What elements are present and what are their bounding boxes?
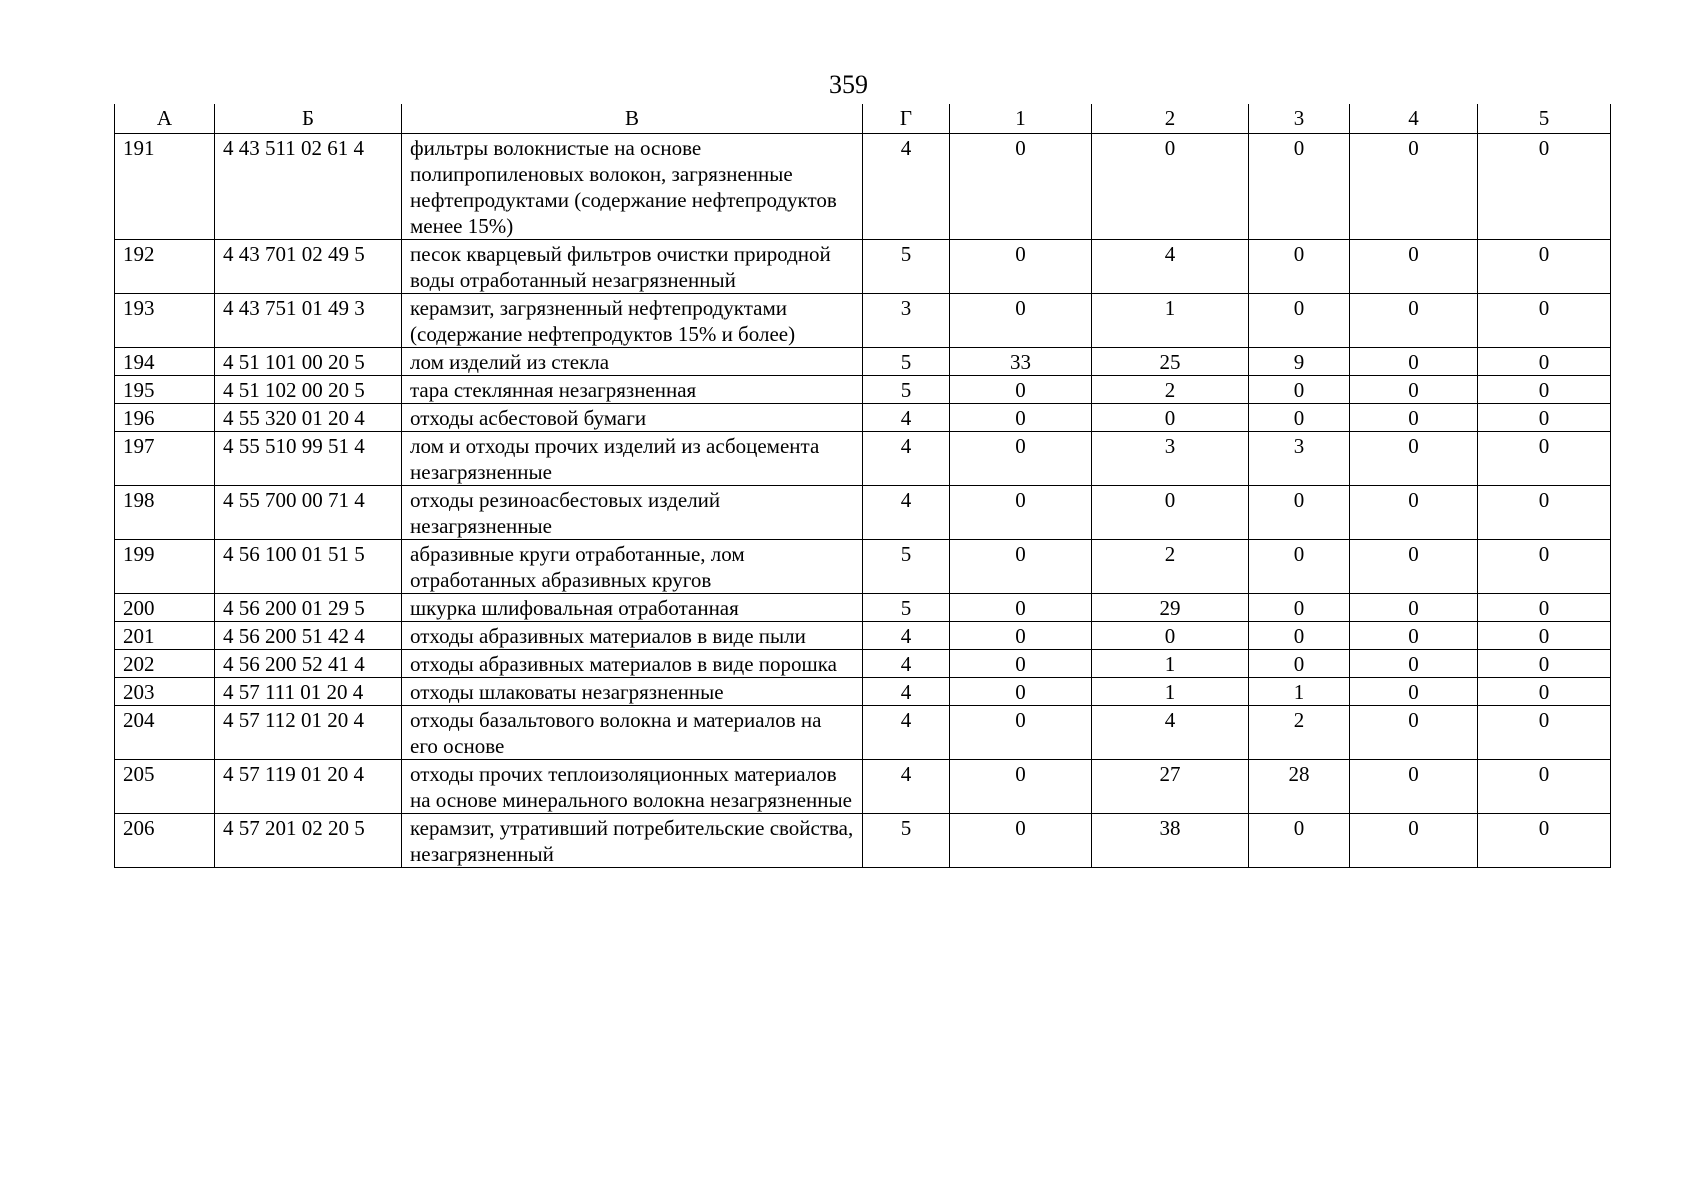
table-row [115,760,1611,814]
col-5-cell: 0 [1478,540,1611,594]
table-row [115,706,1611,760]
col-2-cell: 0 [1092,486,1249,540]
col-3-cell: 0 [1249,594,1350,622]
col-4-cell: 0 [1350,486,1478,540]
table-header [115,104,1611,134]
header-cell-v: В [402,104,863,134]
code-cell: 4 43 751 01 49 3 [215,294,402,348]
col-1-cell: 0 [950,760,1092,814]
col-1-cell: 0 [950,594,1092,622]
description-cell: песок кварцевый фильтров очистки природной воды отработанный незагрязненный [402,240,863,294]
col-2-cell: 0 [1092,404,1249,432]
col-3-cell: 28 [1249,760,1350,814]
col-4-cell: 0 [1350,814,1478,868]
header-cell-4: 4 [1350,104,1478,134]
code-cell: 4 57 111 01 20 4 [215,678,402,706]
hazard-class-cell: 4 [863,650,950,678]
hazard-class-cell: 4 [863,622,950,650]
table-row [115,134,1611,240]
row-number-cell: 204 [115,706,215,760]
code-cell: 4 57 201 02 20 5 [215,814,402,868]
col-2-cell: 0 [1092,134,1249,240]
col-4-cell: 0 [1350,760,1478,814]
description-cell: отходы резиноасбестовых изделий незагрязненные [402,486,863,540]
description-cell: абразивные круги отработанные, лом отработанных абразивных кругов [402,540,863,594]
code-cell: 4 56 200 01 29 5 [215,594,402,622]
waste-table [114,104,1611,868]
col-2-cell: 3 [1092,432,1249,486]
col-1-cell: 0 [950,240,1092,294]
col-2-cell: 4 [1092,240,1249,294]
col-5-cell: 0 [1478,814,1611,868]
table-row [115,404,1611,432]
table-row [115,432,1611,486]
header-row [115,104,1611,134]
description-cell: отходы базальтового волокна и материалов на его основе [402,706,863,760]
col-5-cell: 0 [1478,594,1611,622]
description-cell: керамзит, утративший потребительские свойства, незагрязненный [402,814,863,868]
col-2-cell: 38 [1092,814,1249,868]
table-row [115,294,1611,348]
col-3-cell: 3 [1249,432,1350,486]
hazard-class-cell: 5 [863,594,950,622]
col-3-cell: 0 [1249,294,1350,348]
col-4-cell: 0 [1350,348,1478,376]
page-number: 359 [829,70,868,99]
col-2-cell: 27 [1092,760,1249,814]
header-cell-2: 2 [1092,104,1249,134]
col-3-cell: 0 [1249,540,1350,594]
col-2-cell: 2 [1092,376,1249,404]
row-number-cell: 191 [115,134,215,240]
col-5-cell: 0 [1478,134,1611,240]
code-cell: 4 56 100 01 51 5 [215,540,402,594]
col-4-cell: 0 [1350,540,1478,594]
col-5-cell: 0 [1478,240,1611,294]
col-1-cell: 0 [950,540,1092,594]
hazard-class-cell: 3 [863,294,950,348]
code-cell: 4 57 112 01 20 4 [215,706,402,760]
col-4-cell: 0 [1350,622,1478,650]
col-4-cell: 0 [1350,650,1478,678]
description-cell: отходы прочих теплоизоляционных материалов на основе минерального волокна незагрязненные [402,760,863,814]
col-5-cell: 0 [1478,622,1611,650]
table-row [115,814,1611,868]
hazard-class-cell: 5 [863,814,950,868]
header-cell-3: 3 [1249,104,1350,134]
col-3-cell: 0 [1249,814,1350,868]
col-4-cell: 0 [1350,594,1478,622]
header-cell-a: А [115,104,215,134]
col-5-cell: 0 [1478,432,1611,486]
hazard-class-cell: 4 [863,432,950,486]
col-4-cell: 0 [1350,294,1478,348]
col-4-cell: 0 [1350,678,1478,706]
col-3-cell: 0 [1249,240,1350,294]
code-cell: 4 51 102 00 20 5 [215,376,402,404]
description-cell: лом изделий из стекла [402,348,863,376]
hazard-class-cell: 5 [863,540,950,594]
code-cell: 4 51 101 00 20 5 [215,348,402,376]
col-3-cell: 9 [1249,348,1350,376]
code-cell: 4 56 200 52 41 4 [215,650,402,678]
col-3-cell: 0 [1249,404,1350,432]
table-row [115,594,1611,622]
col-3-cell: 0 [1249,486,1350,540]
description-cell: тара стеклянная незагрязненная [402,376,863,404]
description-cell: керамзит, загрязненный нефтепродуктами (содержание нефтепродуктов 15% и более) [402,294,863,348]
table-row [115,376,1611,404]
col-2-cell: 25 [1092,348,1249,376]
col-4-cell: 0 [1350,404,1478,432]
code-cell: 4 43 511 02 61 4 [215,134,402,240]
hazard-class-cell: 4 [863,486,950,540]
col-5-cell: 0 [1478,486,1611,540]
col-1-cell: 33 [950,348,1092,376]
code-cell: 4 55 510 99 51 4 [215,432,402,486]
col-2-cell: 4 [1092,706,1249,760]
col-3-cell: 2 [1249,706,1350,760]
col-3-cell: 0 [1249,622,1350,650]
col-2-cell: 1 [1092,678,1249,706]
row-number-cell: 203 [115,678,215,706]
col-4-cell: 0 [1350,240,1478,294]
col-1-cell: 0 [950,432,1092,486]
col-1-cell: 0 [950,294,1092,348]
description-cell: фильтры волокнистые на основе полипропиленовых волокон, загрязненные нефтепродуктами (содержание нефтепродуктов менее 15%) [402,134,863,240]
col-5-cell: 0 [1478,706,1611,760]
table-row [115,650,1611,678]
col-5-cell: 0 [1478,294,1611,348]
col-5-cell: 0 [1478,376,1611,404]
col-4-cell: 0 [1350,134,1478,240]
col-5-cell: 0 [1478,404,1611,432]
hazard-class-cell: 5 [863,376,950,404]
row-number-cell: 194 [115,348,215,376]
header-cell-1: 1 [950,104,1092,134]
col-2-cell: 29 [1092,594,1249,622]
header-cell-g: Г [863,104,950,134]
col-1-cell: 0 [950,404,1092,432]
col-5-cell: 0 [1478,650,1611,678]
row-number-cell: 196 [115,404,215,432]
col-4-cell: 0 [1350,376,1478,404]
hazard-class-cell: 4 [863,404,950,432]
col-3-cell: 0 [1249,650,1350,678]
hazard-class-cell: 4 [863,678,950,706]
table-row [115,240,1611,294]
hazard-class-cell: 4 [863,760,950,814]
description-cell: отходы асбестовой бумаги [402,404,863,432]
description-cell: отходы абразивных материалов в виде пыли [402,622,863,650]
row-number-cell: 198 [115,486,215,540]
col-5-cell: 0 [1478,760,1611,814]
col-2-cell: 1 [1092,294,1249,348]
col-1-cell: 0 [950,134,1092,240]
row-number-cell: 195 [115,376,215,404]
description-cell: отходы абразивных материалов в виде порошка [402,650,863,678]
header-cell-5: 5 [1478,104,1611,134]
table-row [115,678,1611,706]
hazard-class-cell: 4 [863,706,950,760]
row-number-cell: 205 [115,760,215,814]
table-row [115,622,1611,650]
col-4-cell: 0 [1350,706,1478,760]
col-2-cell: 1 [1092,650,1249,678]
col-1-cell: 0 [950,678,1092,706]
code-cell: 4 43 701 02 49 5 [215,240,402,294]
col-3-cell: 0 [1249,134,1350,240]
col-1-cell: 0 [950,706,1092,760]
col-2-cell: 2 [1092,540,1249,594]
row-number-cell: 206 [115,814,215,868]
row-number-cell: 193 [115,294,215,348]
table-row [115,348,1611,376]
table-row [115,540,1611,594]
col-1-cell: 0 [950,622,1092,650]
table-body [115,134,1611,868]
row-number-cell: 199 [115,540,215,594]
col-1-cell: 0 [950,376,1092,404]
col-2-cell: 0 [1092,622,1249,650]
row-number-cell: 192 [115,240,215,294]
col-1-cell: 0 [950,814,1092,868]
col-4-cell: 0 [1350,432,1478,486]
col-5-cell: 0 [1478,348,1611,376]
description-cell: лом и отходы прочих изделий из асбоцемента незагрязненные [402,432,863,486]
code-cell: 4 55 320 01 20 4 [215,404,402,432]
code-cell: 4 56 200 51 42 4 [215,622,402,650]
row-number-cell: 200 [115,594,215,622]
col-1-cell: 0 [950,486,1092,540]
col-5-cell: 0 [1478,678,1611,706]
row-number-cell: 201 [115,622,215,650]
header-cell-b: Б [215,104,402,134]
description-cell: шкурка шлифовальная отработанная [402,594,863,622]
col-1-cell: 0 [950,650,1092,678]
hazard-class-cell: 5 [863,348,950,376]
hazard-class-cell: 4 [863,134,950,240]
code-cell: 4 55 700 00 71 4 [215,486,402,540]
table-row [115,486,1611,540]
code-cell: 4 57 119 01 20 4 [215,760,402,814]
row-number-cell: 197 [115,432,215,486]
description-cell: отходы шлаковаты незагрязненные [402,678,863,706]
col-3-cell: 0 [1249,376,1350,404]
col-3-cell: 1 [1249,678,1350,706]
row-number-cell: 202 [115,650,215,678]
hazard-class-cell: 5 [863,240,950,294]
